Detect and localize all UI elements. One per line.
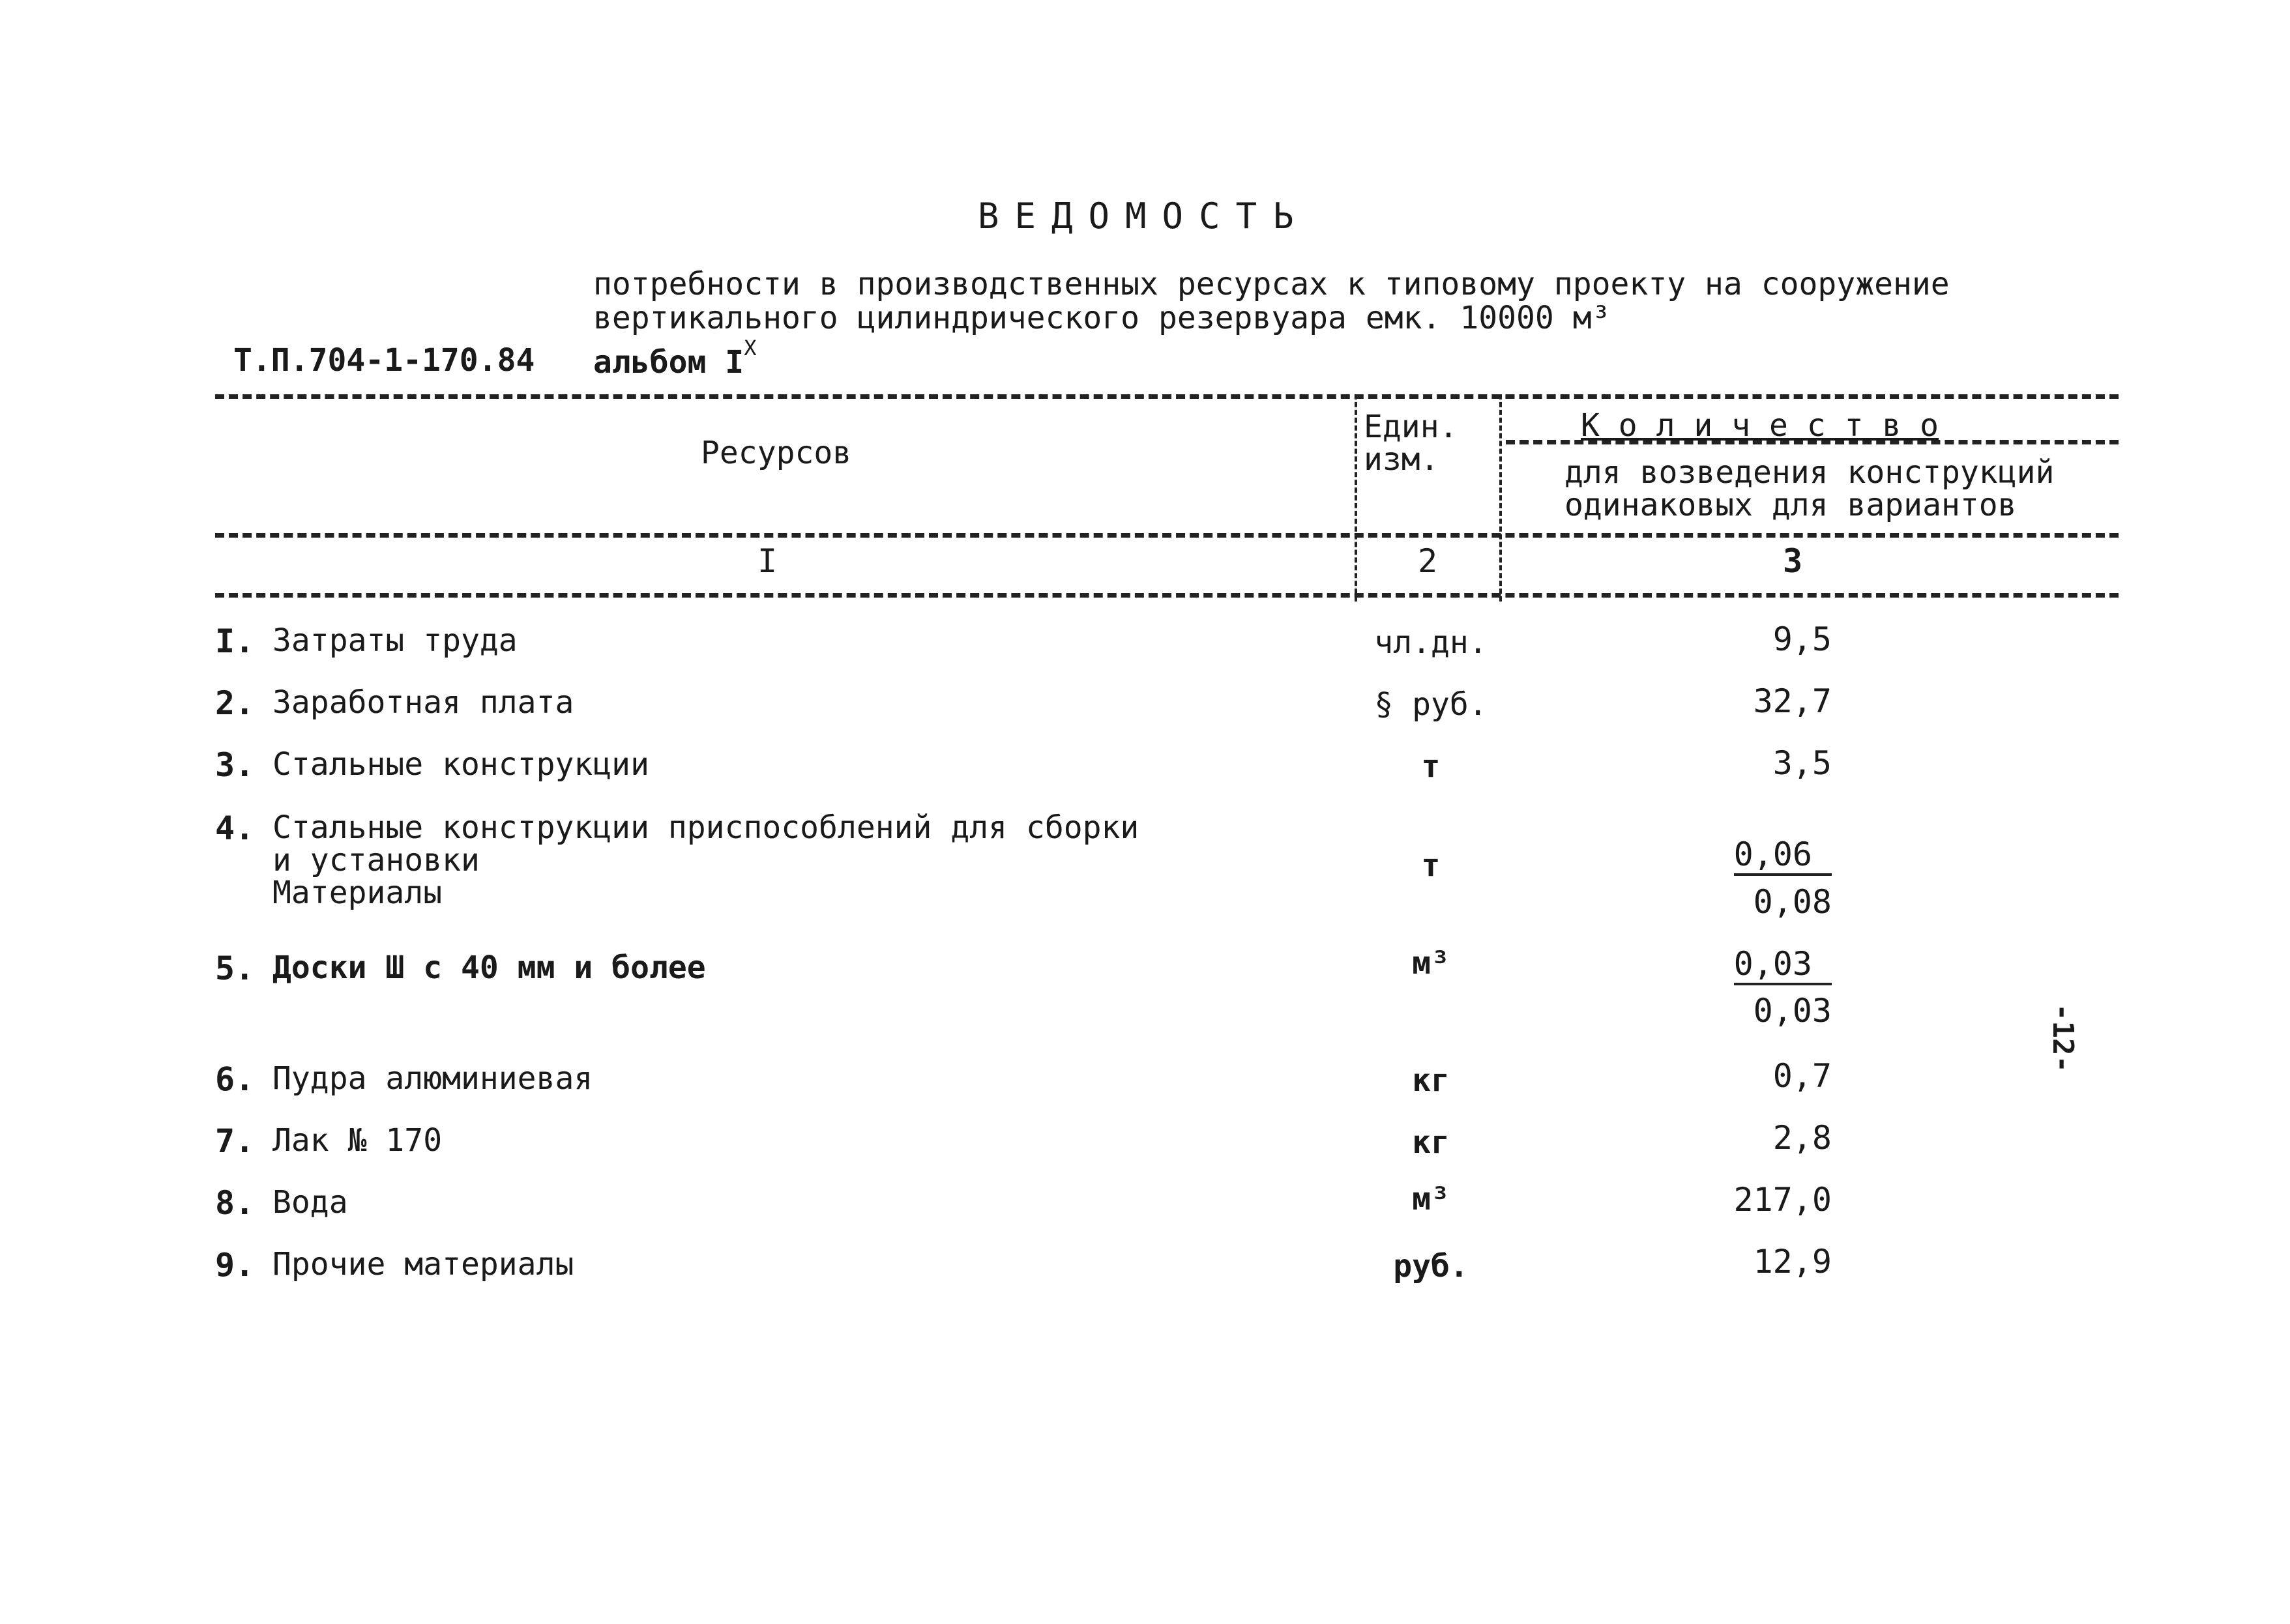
row-unit: кг	[1412, 1124, 1450, 1161]
header-resources: Ресурсов	[701, 435, 852, 471]
colnum-bottom-rule	[215, 593, 2119, 598]
document-subtitle	[593, 267, 1950, 335]
row-name: Стальные конструкции приспособлений для сборки и установки Материалы	[272, 809, 1139, 911]
album-label	[593, 336, 757, 381]
row-quantity-2: 0,03	[1753, 992, 1832, 1030]
row-unit: § руб.	[1374, 686, 1488, 723]
document-title: ВЕДОМОСТЬ	[978, 196, 1310, 237]
row-name: Вода	[272, 1184, 348, 1221]
row-unit: руб.	[1393, 1248, 1469, 1284]
colnum-3: 3	[1783, 542, 1803, 580]
row-quantity	[1688, 945, 1832, 985]
row-quantity	[1688, 835, 1832, 876]
header-unit-line1: Един.	[1364, 409, 1458, 445]
row-unit: кг	[1412, 1062, 1450, 1099]
quantity-numerator: 0,03	[1734, 945, 1832, 985]
header-unit-line2: изм.	[1364, 441, 1439, 478]
row-quantity: 12,9	[1753, 1243, 1832, 1281]
row-name: Прочие материалы	[272, 1246, 574, 1283]
header-quantity: К о л и ч е с т в о	[1581, 407, 1939, 444]
page-number: -12-	[2046, 1004, 2079, 1073]
colnum-1: I	[757, 542, 778, 580]
table-top-rule	[215, 394, 2119, 399]
row-quantity-2: 0,08	[1753, 883, 1832, 921]
header-quantity-sub1: для возведения конструкций	[1564, 454, 2055, 491]
row-number: 8.	[215, 1184, 255, 1222]
col-divider-1	[1355, 394, 1357, 602]
row-number: 6.	[215, 1060, 255, 1098]
row-name: Стальные конструкции	[272, 746, 649, 783]
header-unit	[1364, 411, 1458, 476]
row-name: Пудра алюминиевая	[272, 1060, 593, 1097]
subtitle-line-2: вертикального цилиндрического резервуара емк. 10000 м³	[593, 300, 1611, 336]
row-name: Заработная плата	[272, 684, 574, 721]
row-number: 9.	[215, 1246, 255, 1284]
subtitle-line-1: потребности в производственных ресурсах к типовому проекту на сооружение	[593, 266, 1950, 302]
row-quantity: 32,7	[1753, 682, 1832, 720]
row-number: 3.	[215, 746, 255, 784]
row-quantity: 2,8	[1772, 1119, 1832, 1157]
row-unit: м³	[1412, 945, 1450, 981]
row-name: Затраты труда	[272, 622, 518, 659]
document-code: Т.П.704-1-170.84	[233, 342, 535, 379]
row-number: 2.	[215, 684, 255, 722]
album-sup: Х	[744, 336, 757, 360]
colnum-2: 2	[1418, 542, 1438, 580]
row-number: 5.	[215, 950, 255, 987]
row-number: 7.	[215, 1122, 255, 1160]
header-bottom-rule	[215, 533, 2119, 538]
row-quantity: 0,7	[1772, 1057, 1832, 1095]
row-unit: т	[1421, 847, 1441, 884]
row-name: Доски Ш с 40 мм и более	[272, 950, 706, 986]
row-number: I.	[215, 622, 255, 660]
row-unit: т	[1421, 748, 1441, 785]
header-quantity-sub	[1564, 456, 2054, 521]
row-number: 4.	[215, 809, 255, 847]
row-quantity: 9,5	[1772, 620, 1832, 658]
album-text: альбом I	[593, 344, 744, 381]
quantity-numerator: 0,06	[1734, 835, 1832, 876]
row-name: Лак № 170	[272, 1122, 443, 1159]
header-quantity-sub2: одинаковых для вариантов	[1564, 487, 2017, 523]
row-quantity: 217,0	[1733, 1181, 1832, 1219]
row-unit: м³	[1412, 1181, 1450, 1217]
col-divider-2	[1499, 394, 1502, 602]
row-quantity: 3,5	[1772, 744, 1832, 782]
row-unit: чл.дн.	[1374, 624, 1488, 661]
